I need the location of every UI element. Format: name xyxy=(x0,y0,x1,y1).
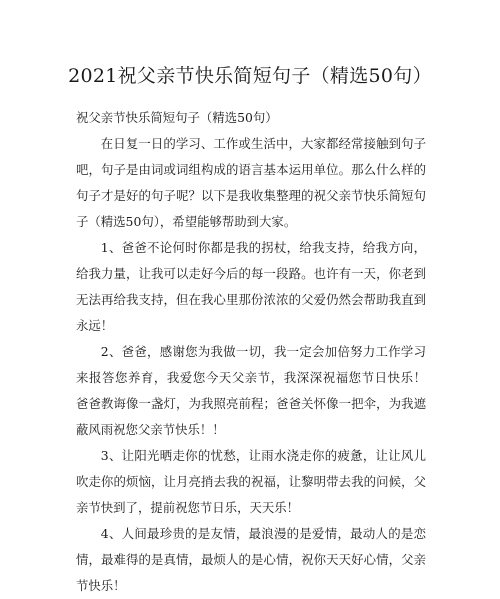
document-title: 2021祝父亲节快乐简短句子（精选50句） xyxy=(68,65,432,87)
paragraph-3: 3、让阳光晒走你的忧愁，让雨水浇走你的疲惫，让让风儿吹走你的烦恼，让月亮捎去我的祝福，让黎明带去我的问候，父亲节快到了，提前祝您节日乐，天天乐！ xyxy=(76,448,426,515)
paragraph-intro: 在日复一日的学习、工作或生活中，大家都经常接触到句子吧，句子是由词或词组构成的语言基本运用单位。那么什么样的句子才是好的句子呢？以下是我收集整理的祝父亲节快乐简短句子（精选50句），希望能够帮助到大家。 xyxy=(76,136,426,229)
paragraph-2: 2、爸爸，感谢您为我做一切，我一定会加倍努力工作学习来报答您养育，我爱您今天父亲节，我深深祝福您节日快乐！ 爸爸教诲像一盏灯，为我照亮前程；爸爸关怀像一把伞，为我遮蔽风雨祝您父亲节快乐！！ xyxy=(76,344,439,437)
document-subtitle: 祝父亲节快乐简短句子（精选50句） xyxy=(76,110,278,125)
document-body xyxy=(76,105,439,599)
paragraph-4: 4、人间最珍贵的是友情，最浪漫的是爱情，最动人的是恋情，最难得的是真情，最烦人的是心情，祝你天天好心情，父亲节快乐！ xyxy=(76,526,426,593)
paragraph-1: 1、爸爸不论何时你都是我的拐杖，给我支持，给我方向，给我力量，让我可以走好今后的每一段路。也许有一天，你老到无法再给我支持，但在我心里那份浓浓的父爱仍然会帮助我直到永远！ xyxy=(76,240,426,333)
